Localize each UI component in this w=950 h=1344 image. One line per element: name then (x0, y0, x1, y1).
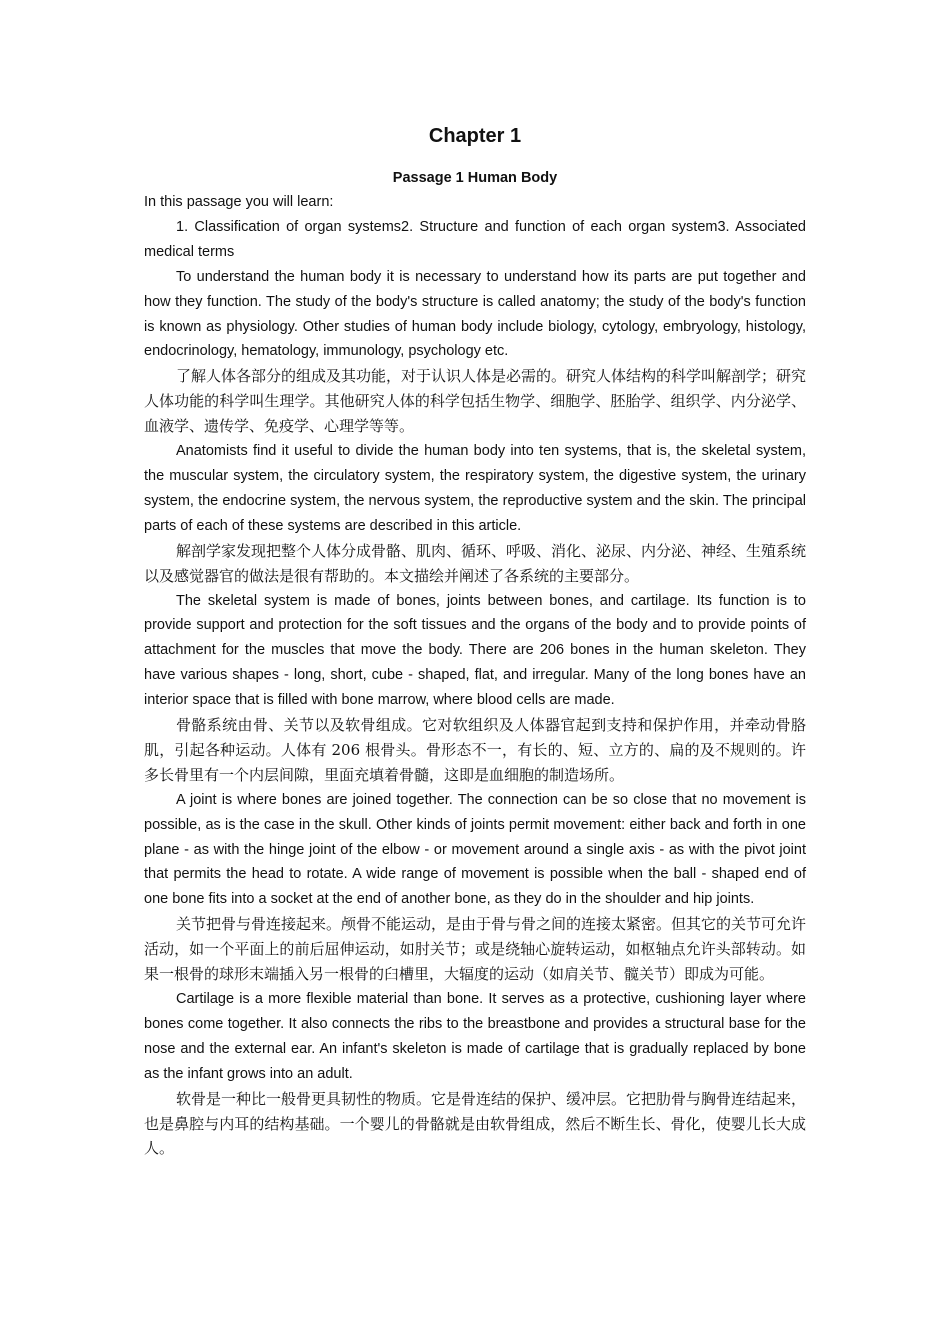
paragraph-skeletal-zh: 骨骼系统由骨、关节以及软骨组成。它对软组织及人体器官起到支持和保护作用，并牵动骨胳肌，引起各种运动。人体有 206 根骨头。骨形态不一，有长的、短、立方的、扁的及不规则的。许多长骨里有一个内层间隙，里面充填着骨髓，这即是血细胞的制造场所。 (144, 716, 806, 784)
paragraph-skeletal-en: The skeletal system is made of bones, joints between bones, and cartilage. Its function is to provide support and protection for the soft tissues and the organs of the body and to provide points of attachment for the muscles that move the body. There are 206 bones in the human skeleton. They have various shapes - long, short, cube - shaped, flat, and irregular. Many of the long bones have an interior space that is filled with bone marrow, where blood cells are made. (144, 592, 806, 709)
paragraph-systems-zh: 解剖学家发现把整个人体分成骨骼、肌肉、循环、呼吸、消化、泌尿、内分泌、神经、生殖系统以及感觉器官的做法是很有帮助的。本文描绘并阐述了各系统的主要部分。 (144, 541, 807, 585)
paragraph-joints-zh: 关节把骨与骨连接起来。颅骨不能运动，是由于骨与骨之间的连接太紧密。但其它的关节可允许活动，如一个平面上的前后屈伸运动，如肘关节；或是绕轴心旋转运动，如枢轴点允许头部转动。如果一根骨的球形末端插入另一根骨的臼槽里，大辐度的运动（如肩关节、髋关节）即成为可能。 (144, 915, 807, 984)
paragraph-cartilage-zh: 软骨是一种比一般骨更具韧性的物质。它是骨连结的保护、缓冲层。它把肋骨与胸骨连结起来，也是鼻腔与内耳的结构基础。一个婴儿的骨骼就是由软骨组成，然后不断生长、骨化，使婴儿长大成人。 (144, 1089, 807, 1158)
intro-line: In this passage you will learn: (144, 194, 334, 210)
chapter-title: Chapter 1 (428, 125, 522, 147)
paragraph-joints-en: A joint is where bones are joined together. The connection can be so close that no movement is possible, as is the case in the skull. Other kinds of joints permit movement: either back and forth in one plane - as with the hinge joint of the elbow - or movement around a single axis - as with the pivot joint that permits the head to rotate. A wide range of movement is possible when the ball - shaped end of one bone fits into a socket at the end of another bone, as they do in the shoulder and hip joints. (144, 791, 806, 908)
paragraph-intro-zh: 了解人体各部分的组成及其功能，对于认识人体是必需的。研究人体结构的科学叫解剖学；研究人体功能的科学叫生理学。其他研究人体的科学包括生物学、细胞学、胚胎学、组织学、内分泌学、血液学、遗传学、免疫学、心理学等等。 (144, 367, 807, 436)
passage-title: Passage 1 Human Body (392, 170, 558, 186)
paragraph-intro-en: To understand the human body it is necessary to understand how its parts are put together and how they function. The study of the body's structure is called anatomy; the study of the body's function is known as physiology. Other studies of human body include biology, cytology, embryology, histology, endocrinology, hematology, immunology, psychology etc. (144, 268, 806, 360)
passage-body (144, 190, 806, 1161)
paragraph-systems-en: Anatomists find it useful to divide the human body into ten systems, that is, the skeletal system, the muscular system, the circulatory system, the respiratory system, the digestive system, the urinary system, the endocrine system, the nervous system, the reproductive system and the skin. The principal parts of each of these systems are described in this article. (144, 443, 806, 534)
paragraph-cartilage-en: Cartilage is a more flexible material than bone. It serves as a protective, cushioning layer where bones come together. It also connects the ribs to the breastbone and provides a structural base for the nose and the external ear. An infant's skeleton is made of cartilage that is gradually replaced by bone as the infant grows into an adult. (144, 991, 806, 1082)
learning-objectives: 1. Classification of organ systems2. Structure and function of each organ system3. Associated medical terms (144, 218, 806, 260)
